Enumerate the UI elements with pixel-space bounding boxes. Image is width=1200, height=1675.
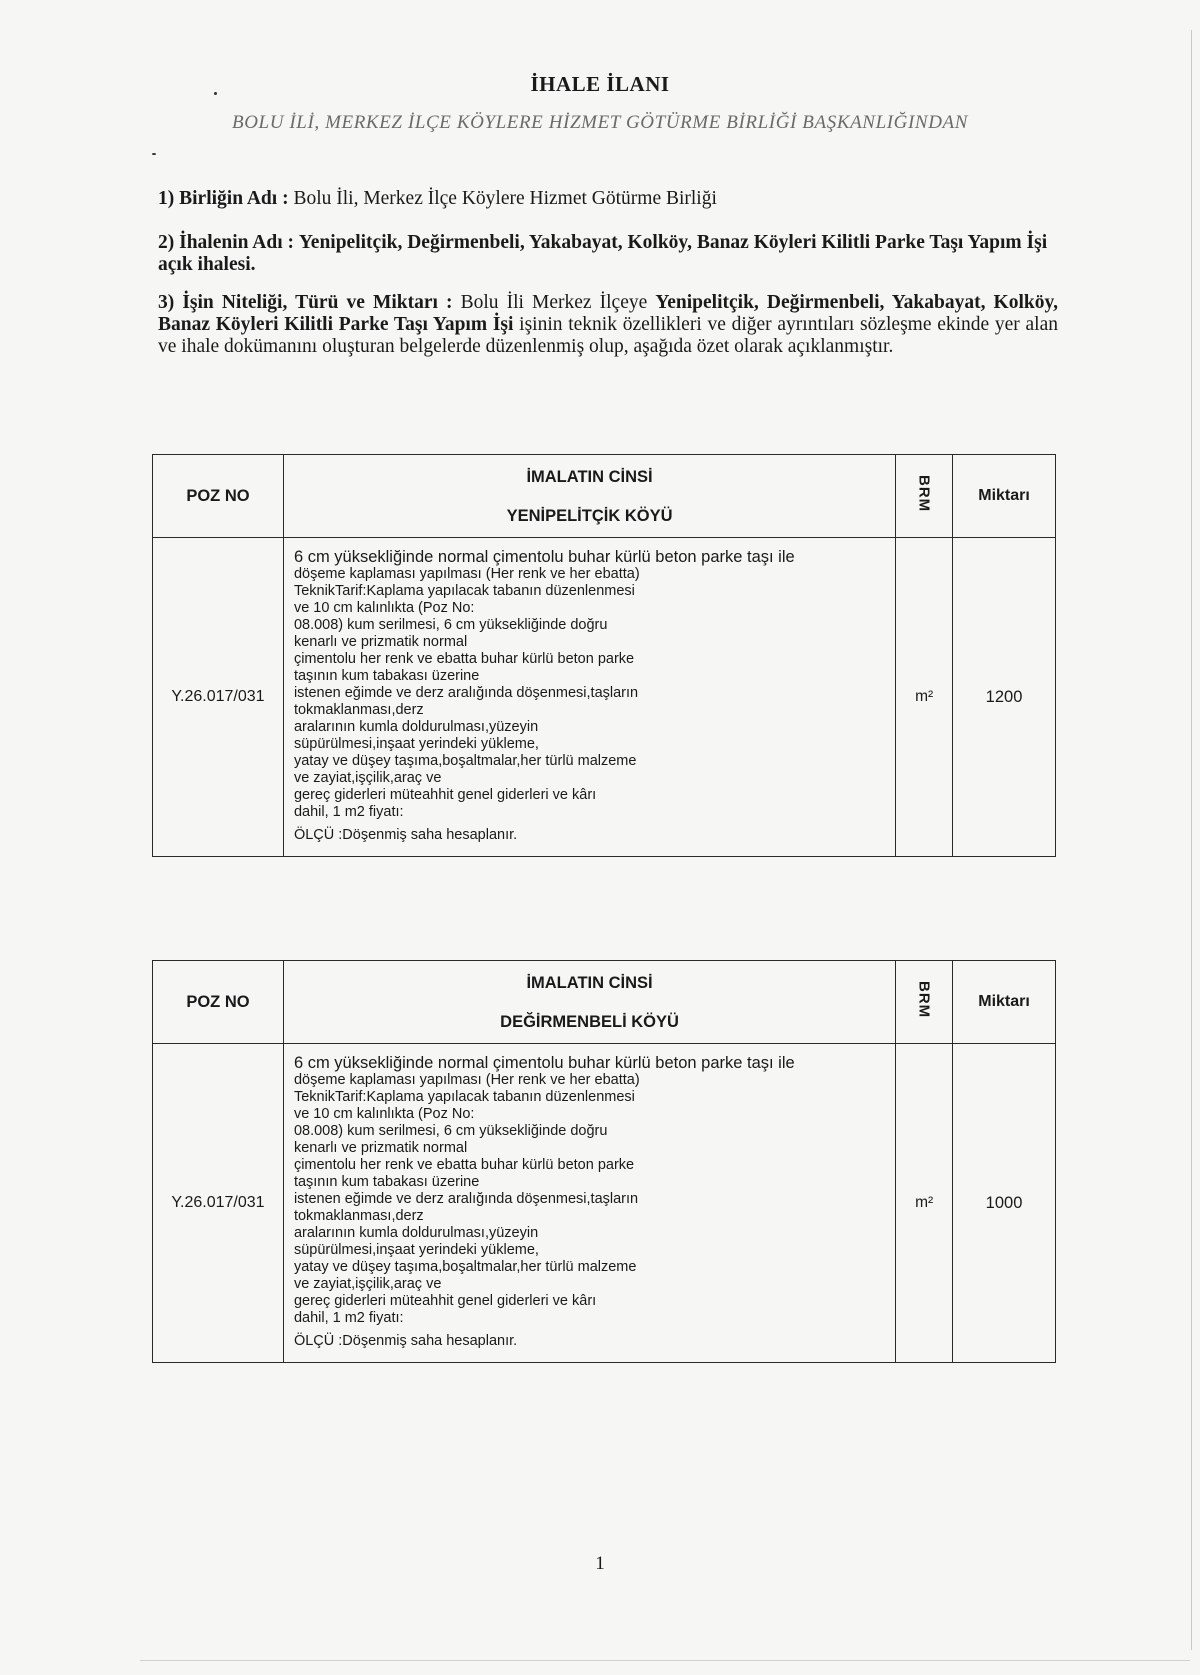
header-poz-no: POZ NO bbox=[153, 455, 284, 538]
description-line: 08.008) kum serilmesi, 6 cm yüksekliğinde doğru bbox=[293, 617, 608, 633]
cell-description bbox=[283, 1044, 895, 1363]
header-brm-label: BRM bbox=[915, 475, 933, 513]
description-line: tokmaklanması,derz bbox=[293, 702, 424, 718]
header-brm bbox=[896, 961, 953, 1044]
description-line: döşeme kaplaması yapılması (Her renk ve her ebatta) bbox=[293, 1072, 640, 1088]
description-line: aralarının kumla doldurulması,yüzeyin bbox=[293, 1225, 539, 1241]
header-imalat-label: İMALATIN CİNSİ bbox=[526, 974, 653, 992]
table-header-row bbox=[153, 455, 1056, 538]
description-line: tokmaklanması,derz bbox=[293, 1208, 424, 1224]
section-value: Bolu İli, Merkez İlçe Köylere Hizmet Götürme Birliği bbox=[293, 188, 717, 209]
description-line: ve 10 cm kalınlıkta (Poz No: bbox=[293, 600, 475, 616]
description-line: yatay ve düşey taşıma,boşaltmalar,her türlü malzeme bbox=[293, 753, 637, 769]
header-miktar: Miktarı bbox=[953, 961, 1056, 1044]
header-imalat-label: İMALATIN CİNSİ bbox=[526, 468, 653, 486]
page-number: 1 bbox=[595, 1553, 605, 1574]
table-row bbox=[153, 1044, 1056, 1363]
section-bold-text: Yenipelitçik, Değirmenbeli, Yakabayat, Kolköy, Banaz Köyleri Kilitli Parke Taşı Yapım İşi bbox=[158, 292, 1059, 335]
description-line: kenarlı ve prizmatik normal bbox=[293, 1140, 468, 1156]
description-first-line: 6 cm yüksekliğinde normal çimentolu buhar kürlü beton parke taşı ile bbox=[293, 1054, 795, 1072]
section-label: 1) Birliğin Adı : bbox=[158, 188, 289, 209]
page-edge-line bbox=[1191, 30, 1192, 1650]
description-line: döşeme kaplaması yapılması (Her renk ve her ebatta) bbox=[293, 566, 640, 582]
scan-speck bbox=[152, 153, 156, 155]
table-header-row bbox=[153, 961, 1056, 1044]
cell-poz-no: Y.26.017/031 bbox=[153, 1044, 284, 1363]
description-line: taşının kum tabakası üzerine bbox=[293, 1174, 480, 1190]
description-measure-note: ÖLÇÜ :Döşenmiş saha hesaplanır. bbox=[293, 1333, 518, 1349]
description-line: aralarının kumla doldurulması,yüzeyin bbox=[293, 719, 539, 735]
header-brm-label: BRM bbox=[915, 981, 933, 1019]
description-line: gereç giderleri müteahhit genel giderleri ve kârı bbox=[293, 1293, 597, 1309]
cell-unit: m² bbox=[896, 1044, 953, 1363]
description-line: istenen eğimde ve derz aralığında döşenmesi,taşların bbox=[293, 685, 639, 701]
description-line: ve zayiat,işçilik,araç ve bbox=[293, 770, 442, 786]
item-table-yenipelitcik bbox=[152, 454, 1056, 857]
section-label: 3) İşin Niteliği, Türü ve Miktarı : bbox=[158, 292, 453, 313]
cell-poz-no: Y.26.017/031 bbox=[153, 538, 284, 857]
cell-unit: m² bbox=[896, 538, 953, 857]
description-line: istenen eğimde ve derz aralığında döşenmesi,taşların bbox=[293, 1191, 639, 1207]
description-line: çimentolu her renk ve ebatta buhar kürlü beton parke bbox=[293, 651, 635, 667]
header-miktar: Miktarı bbox=[953, 455, 1056, 538]
description-line: süpürülmesi,inşaat yerindeki yükleme, bbox=[293, 1242, 539, 1258]
description-line: 08.008) kum serilmesi, 6 cm yüksekliğinde doğru bbox=[293, 1123, 608, 1139]
description-line: kenarlı ve prizmatik normal bbox=[293, 634, 468, 650]
description-measure-note: ÖLÇÜ :Döşenmiş saha hesaplanır. bbox=[293, 827, 518, 843]
item-table-degirmenbeli bbox=[152, 960, 1056, 1363]
section-text: Bolu İli Merkez İlçeye bbox=[460, 292, 648, 313]
section-value: Yenipelitçik, Değirmenbeli, Yakabayat, Kolköy, Banaz Köyleri Kilitli Parke Taşı Yapım İşi açık ihalesi. bbox=[158, 232, 1048, 275]
description-line: yatay ve düşey taşıma,boşaltmalar,her türlü malzeme bbox=[293, 1259, 637, 1275]
description-line: dahil, 1 m2 fiyatı: bbox=[293, 804, 404, 820]
description-line: süpürülmesi,inşaat yerindeki yükleme, bbox=[293, 736, 539, 752]
page-title: İHALE İLANI bbox=[530, 72, 670, 96]
header-imalat bbox=[283, 961, 895, 1044]
description-line: ve zayiat,işçilik,araç ve bbox=[293, 1276, 442, 1292]
description-line: çimentolu her renk ve ebatta buhar kürlü beton parke bbox=[293, 1157, 635, 1173]
description-line: ve 10 cm kalınlıkta (Poz No: bbox=[293, 1106, 475, 1122]
cell-quantity: 1000 bbox=[953, 1044, 1056, 1363]
description-line: gereç giderleri müteahhit genel giderleri ve kârı bbox=[293, 787, 597, 803]
section-work-details bbox=[158, 292, 1058, 358]
description-first-line: 6 cm yüksekliğinde normal çimentolu buhar kürlü beton parke taşı ile bbox=[293, 548, 795, 566]
section-union-name bbox=[158, 188, 1058, 210]
description-line: TeknikTarif:Kaplama yapılacak tabanın düzenlenmesi bbox=[293, 583, 635, 599]
section-text: işinin teknik özellikleri ve diğer ayrıntıları sözleşme ekinde yer alan ve ihale dokümanını oluşturan belgelerde düzenlenmiş olup, aşağıda özet olarak açıklanmıştır. bbox=[158, 314, 1059, 357]
table-row bbox=[153, 538, 1056, 857]
page-subtitle: BOLU İLİ, MERKEZ İLÇE KÖYLERE HİZMET GÖTÜRME BİRLİĞİ BAŞKANLIĞINDAN bbox=[232, 112, 968, 133]
description-line: TeknikTarif:Kaplama yapılacak tabanın düzenlenmesi bbox=[293, 1089, 635, 1105]
description-line: dahil, 1 m2 fiyatı: bbox=[293, 1310, 404, 1326]
description-line: taşının kum tabakası üzerine bbox=[293, 668, 480, 684]
header-brm bbox=[896, 455, 953, 538]
header-village: DEĞİRMENBELİ KÖYÜ bbox=[500, 1013, 679, 1031]
cell-quantity: 1200 bbox=[953, 538, 1056, 857]
cell-description bbox=[283, 538, 895, 857]
page-bottom-line bbox=[140, 1660, 1190, 1661]
section-label: 2) İhalenin Adı : bbox=[158, 232, 294, 253]
header-village: YENİPELİTÇİK KÖYÜ bbox=[506, 507, 673, 525]
section-tender-name bbox=[158, 232, 1058, 276]
header-imalat bbox=[283, 455, 895, 538]
header-poz-no: POZ NO bbox=[153, 961, 284, 1044]
